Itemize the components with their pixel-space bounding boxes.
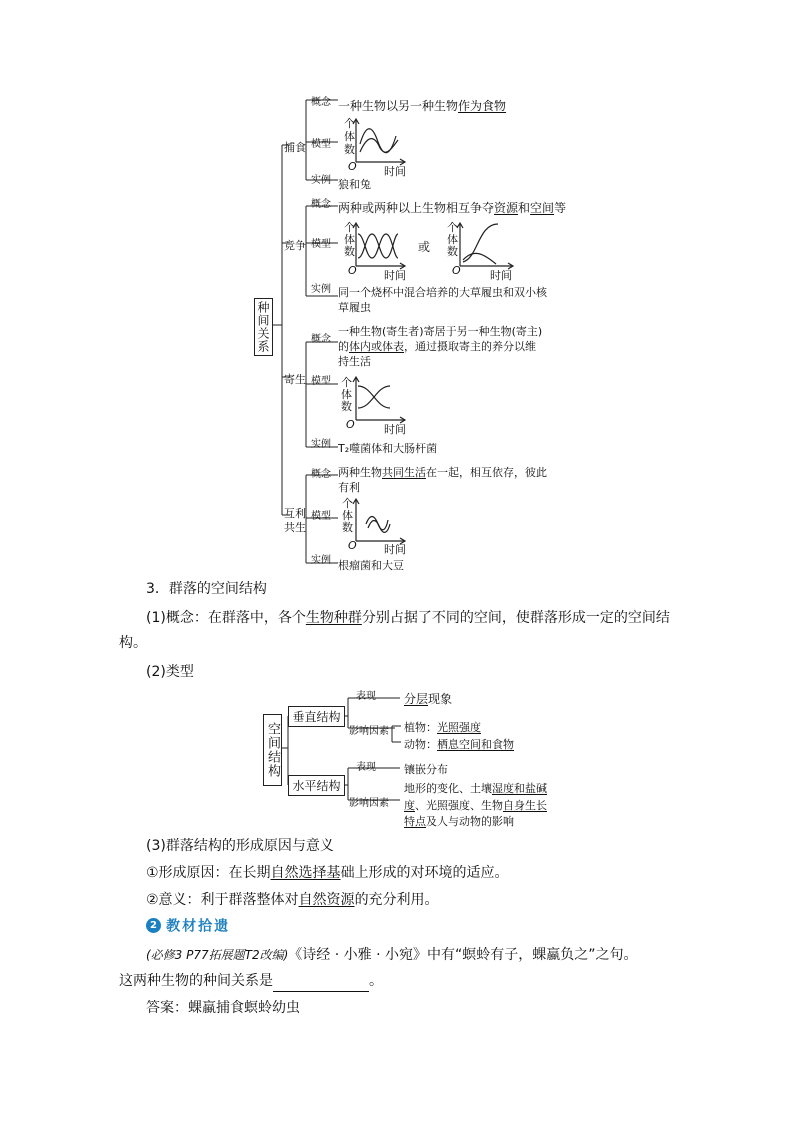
vertical-feature: 分层现象 — [404, 692, 453, 706]
mutualism-axis-origin: O — [348, 539, 357, 552]
competition2-axis-y3: 数 — [447, 245, 458, 258]
parasitism-axis-origin: O — [346, 418, 355, 431]
horizontal-factor-line3: 特点及人与动物的影响 — [404, 815, 514, 828]
vertical-structure-box: 垂直结构 — [288, 706, 345, 727]
competition2-axis-y2: 体 — [447, 233, 458, 246]
mutualism-axis-y2: 体 — [342, 509, 353, 522]
parasitism-concept-line3: 持生活 — [338, 355, 371, 368]
competition2-axis-x: 时间 — [490, 269, 512, 282]
category-competition: 竞争 — [284, 239, 306, 252]
competition1-axis-origin: O — [348, 264, 357, 277]
mutualism-concept-line1: 两种生物共同生活在一起，相互依存，彼此 — [338, 466, 547, 479]
textbook-question-line2: 这两种生物的种间关系是 。 — [119, 970, 383, 992]
predation-concept: 一种生物以另一种生物作为食物 — [338, 99, 507, 113]
predation-graph — [353, 119, 405, 165]
parasitism-concept-label: 概念 — [311, 334, 331, 345]
competition1-axis-y3: 数 — [344, 245, 355, 258]
competition-graph-2 — [457, 223, 513, 269]
competition-concept: 两种或两种以上生物相互争夺资源和空间等 — [338, 201, 567, 215]
parasitism-graph — [353, 377, 405, 423]
predation-axis-y3: 数 — [344, 143, 355, 156]
predation-model-label: 模型 — [311, 139, 331, 150]
space-structure-root: 空间结构 — [263, 714, 282, 786]
section3-concept: (1)概念：在群落中，各个生物种群分别占据了不同的空间，使群落形成一定的空间结 — [146, 610, 670, 626]
textbook-answer: 答案：蜾蠃捕食螟蛉幼虫 — [146, 1000, 300, 1016]
competition-example-line2: 草履虫 — [338, 301, 371, 314]
vertical-animal: 动物：栖息空间和食物 — [404, 738, 514, 751]
parasitism-axis-x: 时间 — [384, 423, 406, 436]
parasitism-axis-y2: 体 — [341, 388, 352, 401]
competition-concept-label: 概念 — [311, 199, 331, 210]
category-parasitism: 寄生 — [284, 373, 306, 386]
predation-example: 狼和兔 — [338, 178, 371, 191]
parasitism-concept-line2: 的体内或体表，通过摄取寄主的养分以维 — [338, 340, 536, 353]
mutualism-concept-label: 概念 — [311, 469, 331, 480]
competition-example-label: 实例 — [311, 284, 331, 295]
mutualism-graph — [353, 499, 405, 544]
vertical-feature-label: 表现 — [356, 691, 376, 702]
answer-blank[interactable] — [273, 977, 369, 992]
horizontal-structure-box: 水平结构 — [288, 775, 345, 796]
section3-heading: 3．群落的空间结构 — [146, 581, 267, 597]
textbook-title: 教材拾遗 — [166, 918, 231, 935]
parasitism-model-label: 模型 — [311, 376, 331, 387]
vertical-plant: 植物：光照强度 — [404, 721, 481, 734]
mutualism-model-label: 模型 — [311, 511, 331, 522]
horizontal-feature: 镶嵌分布 — [404, 763, 448, 776]
mutualism-example: 根瘤菌和大豆 — [338, 559, 404, 572]
competition-or-text: 或 — [418, 240, 431, 254]
species-relation-root: 种间关系 — [254, 298, 273, 356]
competition-example-line1: 同一个烧杯中混合培养的大草履虫和双小核 — [338, 286, 547, 299]
competition-graph-1 — [353, 223, 405, 269]
horizontal-feature-label: 表现 — [356, 762, 376, 773]
predation-concept-label: 概念 — [311, 97, 331, 108]
category-mutualism-line2: 共生 — [284, 521, 306, 534]
horizontal-factor-line2: 度、光照强度、生物自身生长 — [404, 799, 547, 812]
textbook-badge-icon: 2 — [146, 918, 161, 933]
predation-axis-origin: O — [348, 160, 357, 173]
parasitism-axis-y1: 个 — [341, 376, 352, 389]
category-mutualism-line1: 互利 — [284, 507, 306, 520]
predation-axis-y1: 个 — [344, 117, 355, 130]
competition1-axis-y1: 个 — [344, 221, 355, 234]
predation-axis-x: 时间 — [384, 165, 406, 178]
textbook-supplement-header — [146, 915, 230, 936]
parasitism-example: T₂噬菌体和大肠杆菌 — [338, 442, 438, 455]
predation-example-label: 实例 — [311, 175, 331, 186]
mutualism-axis-y1: 个 — [342, 497, 353, 510]
category-predation: 捕食 — [284, 141, 306, 154]
mutualism-axis-y3: 数 — [342, 521, 353, 534]
section3-concept-line2: 构。 — [119, 635, 147, 651]
competition2-axis-origin: O — [452, 264, 461, 277]
competition1-axis-y2: 体 — [344, 233, 355, 246]
formation-cause: ①形成原因：在长期自然选择基础上形成的对环境的适应。 — [146, 865, 509, 881]
mutualism-axis-x: 时间 — [384, 543, 406, 556]
formation-meaning: ②意义：利于群落整体对自然资源的充分利用。 — [146, 892, 439, 908]
textbook-question-line1: (必修3 P77拓展题T2改编)《诗经 · 小雅 · 小宛》中有“螟蛉有子，蜾蠃负之”之句。 — [146, 947, 638, 963]
formation-heading: (3)群落结构的形成原因与意义 — [146, 838, 334, 854]
horizontal-factor-line1: 地形的变化、土壤湿度和盐碱 — [404, 782, 547, 795]
section3-types-heading: (2)类型 — [146, 664, 194, 680]
competition1-axis-x: 时间 — [384, 269, 406, 282]
competition2-axis-y1: 个 — [447, 221, 458, 234]
parasitism-example-label: 实例 — [311, 439, 331, 450]
mutualism-example-label: 实例 — [311, 555, 331, 566]
parasitism-concept-line1: 一种生物(寄生者)寄居于另一种生物(寄主) — [338, 325, 543, 338]
horizontal-factor-label: 影响因素 — [349, 798, 389, 809]
vertical-factor-label: 影响因素 — [349, 726, 389, 737]
competition-model-label: 模型 — [311, 239, 331, 250]
parasitism-axis-y3: 数 — [341, 400, 352, 413]
mutualism-concept-line2: 有利 — [338, 481, 360, 494]
predation-axis-y2: 体 — [344, 130, 355, 143]
